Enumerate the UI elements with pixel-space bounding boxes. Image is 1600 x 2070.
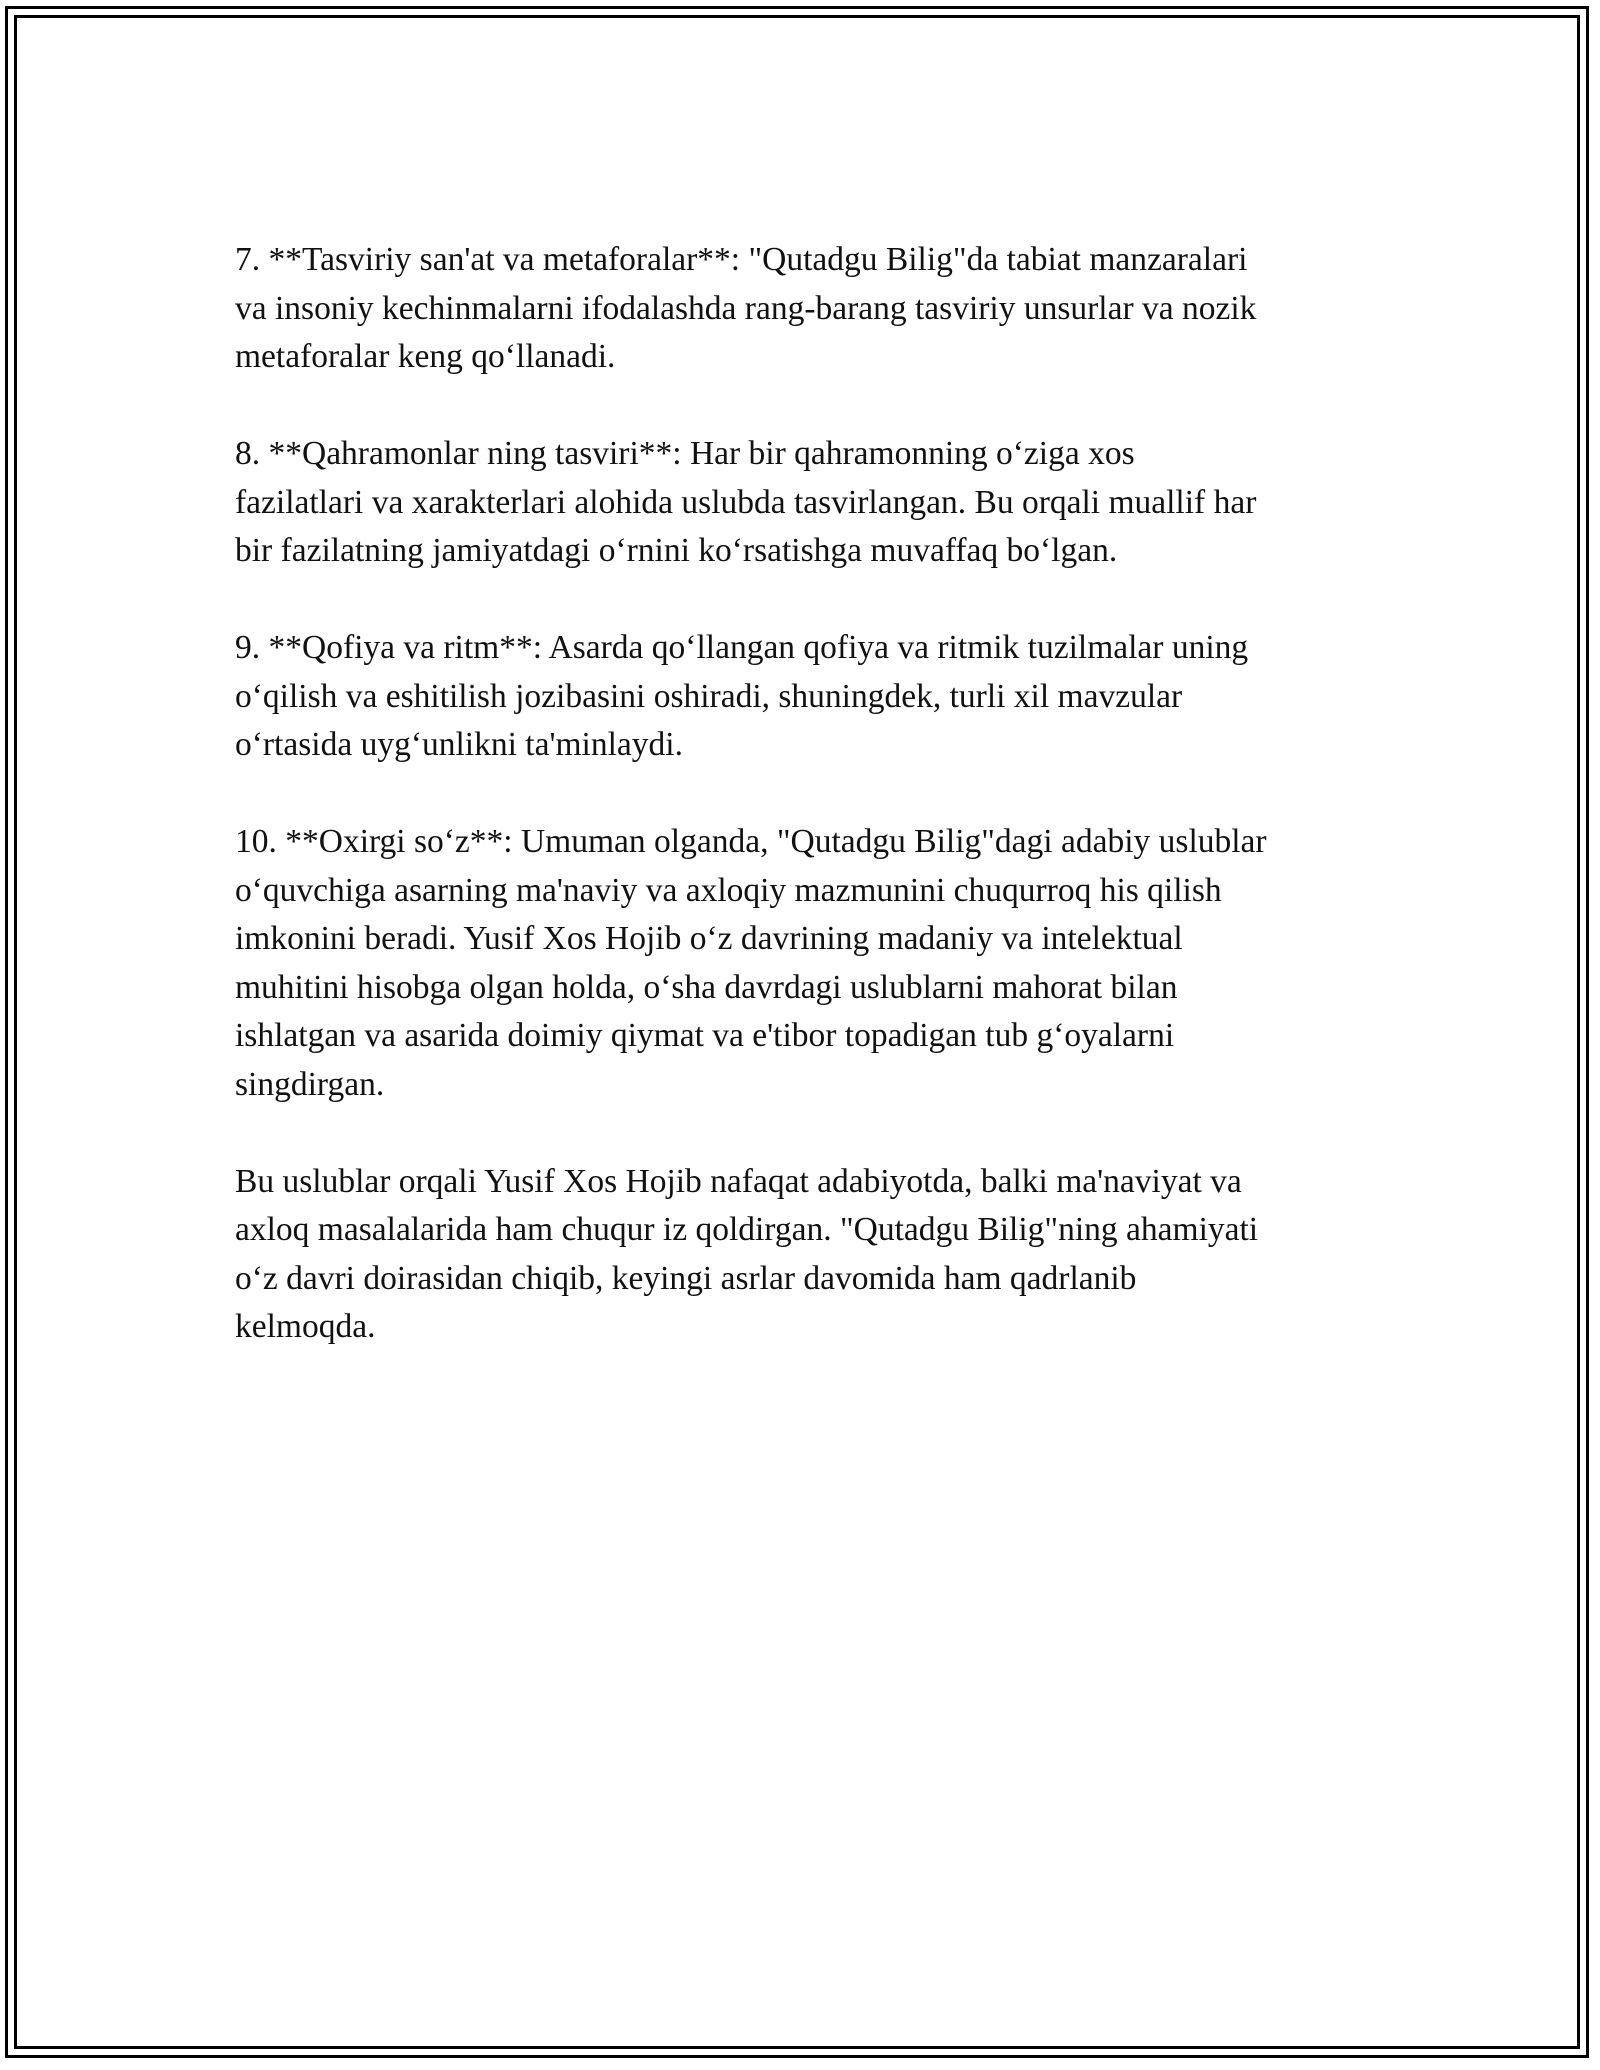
document-body [235, 236, 1385, 1352]
text-line: metaforalar keng qo‘llanadi. [235, 338, 616, 375]
text-line: o‘rtasida uyg‘unlikni ta'minlaydi. [235, 726, 683, 763]
text-line: 9. **Qofiya va ritm**: Asarda qo‘llangan qofiya va ritmik tuzilmalar uning [235, 629, 1249, 666]
text-line: o‘z davri doirasidan chiqib, keyingi asrlar davomida ham qadrlanib [235, 1259, 1137, 1297]
text-line: Bu uslublar orqali Yusif Xos Hojib nafaqat adabiyotda, balki ma'naviyat va [235, 1162, 1242, 1200]
text-line: muhitini hisobga olgan holda, o‘sha davrdagi uslublarni mahorat bilan [235, 968, 1178, 1006]
paragraph-item-9 [235, 624, 1385, 770]
text-line: fazilatlari va xarakterlari alohida uslubda tasvirlangan. Bu orqali muallif har [235, 483, 1257, 521]
paragraph-item-8 [235, 430, 1385, 576]
text-line: axloq masalalarida ham chuqur iz qoldirgan. "Qutadgu Bilig"ning ahamiyati [235, 1211, 1259, 1248]
text-line: 8. **Qahramonlar ning tasviri**: Har bir qahramonning o‘ziga xos [235, 435, 1135, 472]
text-line: bir fazilatning jamiyatdagi o‘rnini ko‘rsatishga muvaffaq bo‘lgan. [235, 532, 1118, 569]
text-line: o‘qilish va eshitilish jozibasini oshiradi, shuningdek, turli xil mavzular [235, 677, 1183, 715]
text-line: 7. **Tasviriy san'at va metaforalar**: "Qutadgu Bilig"da tabiat manzaralari [235, 241, 1248, 278]
paragraph-item-7 [235, 236, 1385, 382]
text-line: va insoniy kechinmalarni ifodalashda rang-barang tasviriy unsurlar va nozik [235, 289, 1257, 327]
text-line: 10. **Oxirgi so‘z**: Umuman olganda, "Qutadgu Bilig"dagi adabiy uslublar [235, 823, 1267, 860]
paragraph-item-10 [235, 818, 1385, 1109]
text-line: kelmoqda. [235, 1308, 376, 1345]
text-line: ishlatgan va asarida doimiy qiymat va e'tibor topadigan tub g‘oyalarni [235, 1017, 1175, 1054]
text-line: o‘quvchiga asarning ma'naviy va axloqiy mazmunini chuqurroq his qilish [235, 871, 1222, 909]
paragraph-conclusion [235, 1158, 1385, 1352]
text-line: singdirgan. [235, 1065, 385, 1103]
text-line: imkonini beradi. Yusif Xos Hojib o‘z davrining madaniy va intelektual [235, 920, 1183, 957]
